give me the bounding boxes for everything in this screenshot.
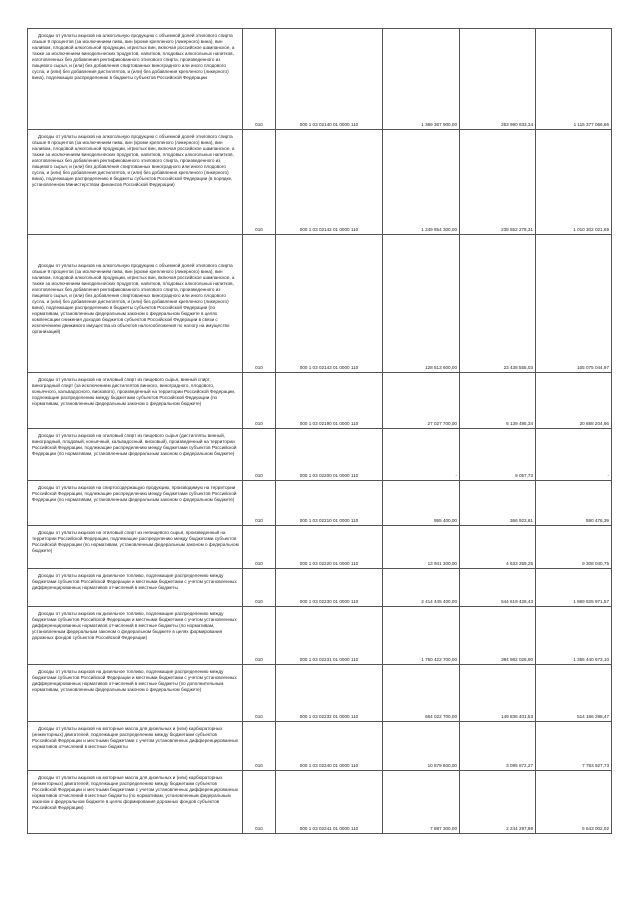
income-name: Доходы от уплаты акцизов на этиловый спирт из пищевого сырья (дистилляты винный, виноградный, плодовый, коньячный, кальвадосный, висковый), произведенный на территории Российской Федерации, подлежащие распределению между бюджетами субъектов Российской Федерации (по нормативам, установленным федеральным законом о федеральном бюджете): [32, 433, 237, 456]
executed-amount-cell: 394 982 026,90: [460, 607, 536, 665]
remaining-amount-cell: 1 010 302 021,69: [536, 130, 612, 235]
approved-amount-cell: 1 750 422 700,00: [383, 607, 460, 665]
income-name-cell: [28, 607, 243, 665]
executed-amount-cell: 6 139 495,34: [460, 373, 536, 429]
remaining-amount-cell: 1 355 440 673,10: [536, 607, 612, 665]
remaining-amount-cell: 514 186 298,47: [536, 665, 612, 722]
income-name-cell: [28, 373, 243, 429]
executed-amount-cell: 149 836 401,53: [460, 665, 536, 722]
classification-code-cell: 000 1 03 02190 01 0000 110: [276, 373, 383, 429]
income-name-cell: [28, 481, 243, 526]
executed-amount-cell: 4 633 259,25: [460, 526, 536, 569]
remaining-amount-cell: 20 888 204,66: [536, 373, 612, 429]
table-row: [28, 481, 612, 526]
classification-code-cell: 000 1 03 02200 01 0000 110: [276, 429, 383, 481]
line-code-cell: 010: [243, 130, 276, 235]
executed-amount-cell: 239 552 278,31: [460, 130, 536, 235]
executed-amount-cell: 253 990 833,34: [460, 29, 536, 130]
remaining-amount-cell: 7 783 927,73: [536, 722, 612, 771]
executed-amount-cell: 366 923,61: [460, 481, 536, 526]
approved-amount-cell: 2 414 445 400,00: [383, 569, 460, 607]
line-code-cell: 010: [243, 771, 276, 834]
approved-amount-cell: 10 879 600,00: [383, 722, 460, 771]
line-code-cell: 010: [243, 526, 276, 569]
income-name: Доходы от уплаты акцизов на моторные масла для дизельных и (или) карбюраторных (инжекторных) двигателей, подлежащие распределению между бюджетами субъектов Российской Федерации и местными бюджетами с учетом установленных дифференцированных нормативов отчислений в местные бюджеты (по нормативам, установленным федеральным законом о федеральном бюджете в целях формирования дорожных фондов субъектов Российской Федерации): [32, 775, 239, 810]
income-name: Доходы от уплаты акцизов на алкогольную продукцию с объемной долей этилового спирта свыше 9 процентов (за исключением пива, вин (кроме крепленого (ликерного) вина), вин наливом, плодовой алкогольной продукции, игристых вин, включая российское шампанское, а также за исключением винодельческих продуктов, напитков, плодовых алкогольных напитков, изготовленных без добавления ректификованного этилового спирта, произведенного из пищевого сырья, и (или) без добавления спиртованных виноградного или иного плодового сусла, и (или) без добавления дистиллятов, и (или) без добавления крепленого (ликерного) вина), подлежащие распределению в бюджеты субъектов Российской Федерации (по нормативам, установленным федеральным законом о федеральном бюджете в целях компенсации снижения доходов бюджетов субъектов Российской Федерации в связи с исключением движимого имущества из объектов налогообложения по налогу на имущество организаций): [32, 263, 235, 334]
table-row: [28, 429, 612, 481]
line-code-cell: 010: [243, 481, 276, 526]
line-code-cell: 010: [243, 607, 276, 665]
remaining-amount-cell: 9 308 040,75: [536, 526, 612, 569]
income-name-cell: [28, 235, 243, 373]
executed-amount-cell: 2 244 297,98: [460, 771, 536, 834]
line-code-cell: 010: [243, 29, 276, 130]
table-row: [28, 771, 612, 834]
classification-code-cell: 000 1 03 02230 01 0000 110: [276, 569, 383, 607]
line-code-cell: 010: [243, 665, 276, 722]
remaining-amount-cell: -: [536, 429, 612, 481]
income-name: Доходы от уплаты акцизов на алкогольную продукцию с объемной долей этилового спирта свыше 9 процентов (за исключением пива, вин (кроме крепленого (ликерного) вина), вин наливом, плодовой алкогольной продукции, игристых вин, включая российское шампанское, а также за исключением винодельческих продуктов, напитков, плодовых алкогольных напитков, изготовленных без добавления ректификованного этилового спирта, произведенного из пищевого сырья, и (или) без добавления спиртованных виноградного или иного плодового сусла, и (или) без добавления дистиллятов, и (или) без добавления крепленого (ликерного) вина), подлежащих распределению в бюджеты субъектов Российской Федерации: [32, 33, 235, 80]
approved-amount-cell: -: [383, 429, 460, 481]
executed-amount-cell: 23 438 555,03: [460, 235, 536, 373]
income-name: Доходы от уплаты акцизов на этиловый спирт из пищевого сырья, винный спирт, виноградный спирт (за исключением дистиллятов винного, виноградного, плодового, коньячного, кальвадосного, вискового), произведенный на территории Российской Федерации, подлежащие распределению между бюджетами субъектов Российской Федерации (по нормативам, установленным федеральным законом о федеральном бюджете): [32, 377, 236, 406]
table-row: [28, 526, 612, 569]
remaining-amount-cell: 5 643 002,02: [536, 771, 612, 834]
budget-income-table: [27, 28, 612, 834]
income-name-cell: [28, 429, 243, 481]
table-row: [28, 665, 612, 722]
income-name: Доходы от уплаты акцизов на этиловый спирт из непищевого сырья, произведенный на территории Российской Федерации, подлежащие распределению между бюджетами субъектов Российской Федерации (по нормативам, установленным федеральным законом о федеральном бюджете): [32, 530, 239, 553]
line-code-cell: 010: [243, 373, 276, 429]
classification-code-cell: 000 1 03 02240 01 0000 110: [276, 722, 383, 771]
approved-amount-cell: 664 022 700,00: [383, 665, 460, 722]
table-row: [28, 607, 612, 665]
table-row: [28, 130, 612, 235]
remaining-amount-cell: 1 869 825 971,57: [536, 569, 612, 607]
table-row: [28, 569, 612, 607]
remaining-amount-cell: 105 075 044,97: [536, 235, 612, 373]
classification-code-cell: 000 1 03 02143 01 0000 110: [276, 235, 383, 373]
approved-amount-cell: 1 249 854 300,00: [383, 130, 460, 235]
income-name-cell: [28, 569, 243, 607]
line-code-cell: 010: [243, 722, 276, 771]
line-code-cell: 010: [243, 429, 276, 481]
approved-amount-cell: 955 400,00: [383, 481, 460, 526]
line-code-cell: 010: [243, 235, 276, 373]
income-name: Доходы от уплаты акцизов на дизельное топливо, подлежащие распределению между бюджетами субъектов Российской Федерации и местными бюджетами с учетом установленных дифференцированных нормативов отчислений в местные бюджеты: [32, 573, 237, 590]
income-name: Доходы от уплаты акцизов на алкогольную продукцию с объемной долей этилового спирта свыше 9 процентов (за исключением пива, вин (кроме крепленого (ликерного) вина), вин наливом, плодовой алкогольной продукции, игристых вин, включая российское шампанское, а также за исключением винодельческих продуктов, напитков, плодовых алкогольных напитков, изготовленных без добавления ректификованного этилового спирта, произведенного из пищевого сырья, и (или) без добавления спиртованных виноградного или иного плодового сусла, и (или) без добавления дистиллятов, и (или) без добавления крепленого (ликерного) вина), подлежащие распределению в бюджеты субъектов Российской Федерации (в порядке, установленном Министерством финансов Российской Федерации): [32, 134, 235, 187]
classification-code-cell: 000 1 03 02210 01 0000 110: [276, 481, 383, 526]
classification-code-cell: 000 1 03 02231 01 0000 110: [276, 607, 383, 665]
income-name-cell: [28, 665, 243, 722]
income-name-cell: [28, 29, 243, 130]
remaining-amount-cell: 590 476,39: [536, 481, 612, 526]
income-name-cell: [28, 771, 243, 834]
executed-amount-cell: 9 057,73: [460, 429, 536, 481]
classification-code-cell: 000 1 03 02142 01 0000 110: [276, 130, 383, 235]
income-name: Доходы от уплаты акцизов на моторные масла для дизельных и (или) карбюраторных (инжекторных) двигателей, подлежащие распределению между бюджетами субъектов Российской Федерации и местными бюджетами с учетом установленных дифференцированных нормативов отчислений в местные бюджеты: [32, 726, 239, 749]
approved-amount-cell: 128 513 600,00: [383, 235, 460, 373]
remaining-amount-cell: 1 115 377 066,66: [536, 29, 612, 130]
classification-code-cell: 000 1 03 02140 01 0000 110: [276, 29, 383, 130]
classification-code-cell: 000 1 03 02232 01 0000 110: [276, 665, 383, 722]
line-code-cell: 010: [243, 569, 276, 607]
table-row: [28, 722, 612, 771]
approved-amount-cell: 7 887 300,00: [383, 771, 460, 834]
table-body: [28, 29, 612, 834]
approved-amount-cell: 27 027 700,00: [383, 373, 460, 429]
classification-code-cell: 000 1 03 02220 01 0000 110: [276, 526, 383, 569]
table-row: [28, 235, 612, 373]
income-name: Доходы от уплаты акцизов на дизельное топливо, подлежащие распределению между бюджетами субъектов Российской Федерации и местными бюджетами с учетом установленных дифференцированных нормативов отчислений в местные бюджеты (по дополнительным нормативам, установленным федеральным законом о федеральном бюджете): [32, 669, 237, 692]
approved-amount-cell: 1 369 367 900,00: [383, 29, 460, 130]
table-row: [28, 373, 612, 429]
income-name-cell: [28, 526, 243, 569]
executed-amount-cell: 544 619 428,43: [460, 569, 536, 607]
income-name: Доходы от уплаты акцизов на дизельное топливо, подлежащие распределению между бюджетами субъектов Российской Федерации и местными бюджетами с учетом установленных дифференцированных нормативов отчислений в местные бюджеты (по нормативам, установленным федеральным законом о федеральном бюджете в целях формирования дорожных фондов субъектов Российской Федерации): [32, 611, 237, 640]
income-name: Доходы от уплаты акцизов на спиртосодержащую продукцию, производимую на территории Российской Федерации, подлежащие распределению между бюджетами субъектов Российской Федерации (по нормативам, установленным федеральным законом о федеральном бюджете): [32, 485, 237, 502]
approved-amount-cell: 13 941 300,00: [383, 526, 460, 569]
executed-amount-cell: 3 095 872,27: [460, 722, 536, 771]
income-name-cell: [28, 130, 243, 235]
income-name-cell: [28, 722, 243, 771]
classification-code-cell: 000 1 03 02241 01 0000 110: [276, 771, 383, 834]
table-row: [28, 29, 612, 130]
